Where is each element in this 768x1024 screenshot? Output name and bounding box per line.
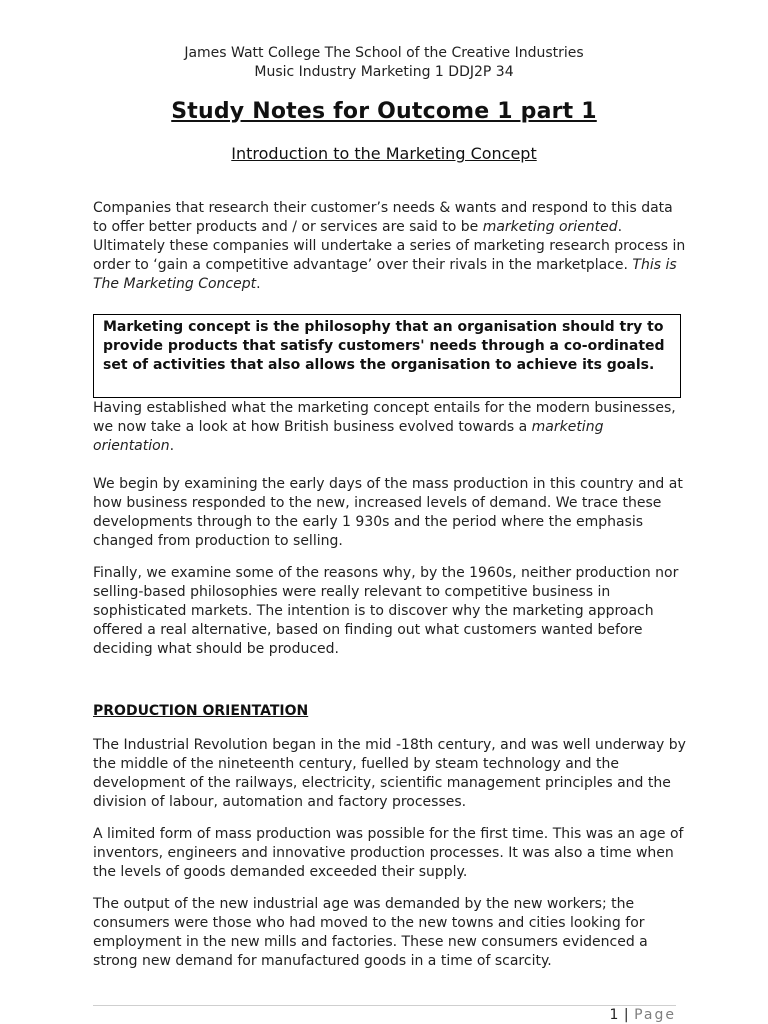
- evolution-text-1: Having established what the marketing concept entails for the modern businesses, we now take a look at how British business evolved towards a: [93, 400, 676, 435]
- header-college-line: James Watt College The School of the Creative Industries: [184, 45, 584, 61]
- section-heading-production-orientation: PRODUCTION ORIENTATION: [93, 703, 309, 719]
- page-subtitle: Introduction to the Marketing Concept: [231, 144, 537, 163]
- evolution-emphasis: marketing orientation: [93, 419, 604, 454]
- definition-box: Marketing concept is the philosophy that an organisation should try to provide products that satisfy customers' needs through a co-ordinated set of activities that also allows the organisation to achieve its goals.: [93, 314, 681, 398]
- intro-emphasis-2: This is The Marketing Concept: [93, 257, 677, 292]
- intro-text-2: . Ultimately these companies will undertake a series of marketing research process in order to ‘gain a competitive advantage’ over their rivals in the marketplace.: [93, 219, 686, 273]
- intro-text-3: .: [256, 276, 261, 292]
- header-course-line: Music Industry Marketing 1 DDJ2P 34: [254, 64, 514, 80]
- intro-paragraph: [93, 199, 688, 294]
- evolution-text-2: .: [169, 438, 175, 454]
- mass-production-paragraph: A limited form of mass production was possible for the first time. This was an age of inventors, engineers and innovative production processes. It was also a time when the levels of goods demanded exceeded their supply.: [93, 826, 684, 880]
- page-title: Study Notes for Outcome 1 part 1: [171, 99, 597, 124]
- page-footer: [610, 1007, 676, 1023]
- industrial-revolution-paragraph: The Industrial Revolution began in the mid -18th century, and was well underway by the middle of the nineteenth century, fuelled by steam technology and the development of the railways, electricity, scientific management principles and the division of labour, automation and factory processes.: [93, 737, 686, 810]
- page-label: Page: [634, 1007, 676, 1023]
- intro-emphasis-1: marketing oriented: [482, 219, 618, 235]
- finally-paragraph: Finally, we examine some of the reasons why, by the 1960s, neither production nor selling-based philosophies were really relevant to competitive business in sophisticated markets. The intention is to discover why the marketing approach offered a real alternative, based on finding out what customers wanted before deciding what should be produced.: [93, 565, 679, 657]
- page-number: 1: [609, 1007, 619, 1023]
- footer-separator: |: [618, 1007, 635, 1023]
- evolution-paragraph: [93, 399, 688, 456]
- consumers-paragraph: The output of the new industrial age was demanded by the new workers; the consumers were those who had moved to the new towns and cities looking for employment in the new mills and factories. These new consumers evidenced a strong new demand for manufactured goods in a time of scarcity.: [93, 896, 648, 969]
- begin-paragraph: We begin by examining the early days of the mass production in this country and at how business responded to the new, increased levels of demand. We trace these developments through to the early 1 930s and the period where the emphasis changed from production to selling.: [93, 476, 683, 549]
- intro-text-1: Companies that research their customer’s needs & wants and respond to this data to offer better products and / or services are said to be: [93, 200, 673, 235]
- footer-divider: [93, 1005, 676, 1006]
